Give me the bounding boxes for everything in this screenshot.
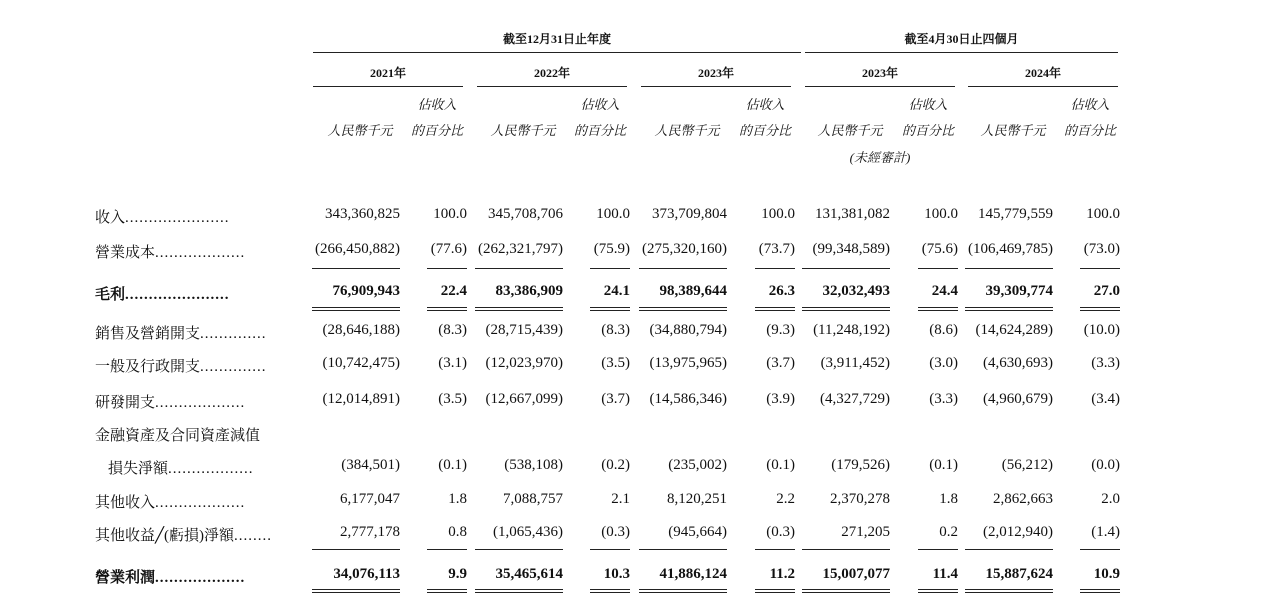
pct-column-header-line2: 的百分比: [738, 123, 791, 138]
row-label-text: 營業利潤: [95, 570, 156, 586]
row-label-leader: ..............: [200, 326, 267, 342]
amount-cell: 15,887,624: [985, 566, 1053, 582]
pct-cell: (73.7): [758, 241, 795, 257]
amount-cell: 98,389,644: [659, 283, 727, 299]
row-label-text: 毛利: [95, 287, 126, 303]
total-rule-below-gross-profit-pct: [590, 307, 630, 311]
total-rule-below-operating-profit-pct: [427, 589, 467, 593]
pct-cell: (3.3): [1091, 355, 1120, 371]
total-rule-below-operating-profit-pct: [590, 589, 630, 593]
pct-column-header-line2: 的百分比: [410, 123, 463, 138]
pct-cell: 100.0: [433, 206, 467, 222]
total-rule-below-gross-profit-amount: [312, 307, 400, 311]
subtotal-rule-above-gross-profit-pct: [755, 268, 795, 269]
pct-cell: 27.0: [1093, 283, 1120, 299]
row-label: [95, 241, 245, 262]
header-group-four-months: 截至4月30日止四個月: [904, 32, 1019, 46]
amount-cell: 15,007,077: [822, 566, 890, 582]
amount-cell: 76,909,943: [332, 283, 400, 299]
amount-cell: 7,088,757: [503, 491, 563, 507]
pct-cell: (3.4): [1091, 391, 1120, 407]
pct-cell: (0.2): [601, 457, 630, 473]
total-rule-below-gross-profit-pct: [755, 307, 795, 311]
amount-cell: (99,348,589): [812, 241, 890, 257]
total-rule-below-operating-profit-amount: [475, 589, 563, 593]
year-header: 2024年: [1024, 66, 1061, 80]
total-rule-below-gross-profit-amount: [475, 307, 563, 311]
year-header-rule: [968, 86, 1118, 87]
total-rule-below-gross-profit-pct: [918, 307, 958, 311]
pct-cell: (3.7): [601, 391, 630, 407]
amount-cell: (945,664): [668, 524, 727, 540]
pct-column-header-line2: 的百分比: [1063, 123, 1116, 138]
pct-cell: 11.2: [769, 566, 795, 582]
amount-cell: 343,360,825: [325, 206, 400, 222]
row-label: [95, 206, 230, 227]
subtotal-rule-above-operating-profit-amount: [312, 549, 400, 550]
pct-cell: 10.3: [603, 566, 630, 582]
pct-cell: (3.7): [766, 355, 795, 371]
pct-cell: 2.0: [1101, 491, 1120, 507]
year-header-rule: [313, 86, 463, 87]
total-rule-below-gross-profit-amount: [802, 307, 890, 311]
pct-cell: 100.0: [924, 206, 958, 222]
row-label-leader: ..............: [200, 359, 267, 375]
amount-cell: (179,526): [831, 457, 890, 473]
amount-cell: (28,715,439): [485, 322, 563, 338]
pct-cell: (0.1): [766, 457, 795, 473]
row-label-text: 營業成本: [95, 245, 156, 261]
pct-cell: (75.9): [593, 241, 630, 257]
amount-cell: 41,886,124: [659, 566, 727, 582]
total-rule-below-gross-profit-pct: [427, 307, 467, 311]
amount-cell: 373,709,804: [652, 206, 727, 222]
subtotal-rule-above-gross-profit-amount: [312, 268, 400, 269]
subtotal-rule-above-operating-profit-pct: [918, 549, 958, 550]
amount-cell: (12,014,891): [322, 391, 400, 407]
pct-cell: 22.4: [440, 283, 467, 299]
subtotal-rule-above-gross-profit-pct: [590, 268, 630, 269]
amount-cell: (34,880,794): [649, 322, 727, 338]
amount-cell: 32,032,493: [822, 283, 890, 299]
amount-cell: (3,911,452): [820, 355, 890, 371]
pct-cell: (0.1): [929, 457, 958, 473]
amount-cell: 39,309,774: [985, 283, 1053, 299]
row-label: [95, 524, 272, 545]
total-rule-below-gross-profit-amount: [639, 307, 727, 311]
pct-column-header-line1: 佔收入: [1070, 97, 1110, 112]
pct-cell: 1.8: [939, 491, 958, 507]
pct-cell: (3.5): [438, 391, 467, 407]
subtotal-rule-above-gross-profit-amount: [802, 268, 890, 269]
amount-column-header: 人民幣千元: [654, 123, 720, 138]
subtotal-rule-above-operating-profit-pct: [1080, 549, 1120, 550]
amount-cell: 2,370,278: [830, 491, 890, 507]
amount-cell: (384,501): [341, 457, 400, 473]
pct-cell: (75.6): [921, 241, 958, 257]
subtotal-rule-above-operating-profit-amount: [475, 549, 563, 550]
row-label: [95, 283, 230, 304]
row-label-leader: ..................: [168, 461, 254, 477]
subtotal-rule-above-operating-profit-pct: [755, 549, 795, 550]
amount-cell: (4,327,729): [820, 391, 890, 407]
row-label-leader: ......................: [125, 210, 230, 226]
pct-cell: (1.4): [1091, 524, 1120, 540]
pct-cell: 24.4: [931, 283, 958, 299]
pct-cell: 1.8: [448, 491, 467, 507]
amount-cell: 34,076,113: [333, 566, 400, 582]
amount-cell: (13,975,965): [649, 355, 727, 371]
amount-cell: (4,960,679): [983, 391, 1053, 407]
total-rule-below-operating-profit-amount: [639, 589, 727, 593]
pct-cell: (0.3): [766, 524, 795, 540]
subtotal-rule-above-operating-profit-amount: [802, 549, 890, 550]
amount-cell: 271,205: [841, 524, 890, 540]
amount-cell: (235,002): [668, 457, 727, 473]
pct-cell: 100.0: [761, 206, 795, 222]
amount-cell: 2,777,178: [340, 524, 400, 540]
amount-cell: (14,624,289): [975, 322, 1053, 338]
subtotal-rule-above-operating-profit-amount: [639, 549, 727, 550]
header-group-four-months-rule: [805, 52, 1118, 53]
row-label-text: 收入: [95, 210, 126, 226]
row-label-text: 其他收入: [95, 495, 156, 511]
row-label: [95, 355, 267, 376]
pct-cell: (8.6): [929, 322, 958, 338]
pct-cell: 0.8: [448, 524, 467, 540]
pct-column-header-line1: 佔收入: [908, 97, 948, 112]
pct-cell: (73.0): [1083, 241, 1120, 257]
total-rule-below-operating-profit-pct: [1080, 589, 1120, 593]
row-label-leader: ......................: [125, 287, 230, 303]
subtotal-rule-above-gross-profit-amount: [965, 268, 1053, 269]
row-label: [95, 391, 245, 412]
pct-column-header-line1: 佔收入: [417, 97, 457, 112]
subtotal-rule-above-gross-profit-pct: [427, 268, 467, 269]
pct-cell: (3.3): [929, 391, 958, 407]
year-header-rule: [641, 86, 791, 87]
pct-cell: (3.9): [766, 391, 795, 407]
pct-cell: (8.3): [601, 322, 630, 338]
pct-cell: (0.3): [601, 524, 630, 540]
pct-cell: 10.9: [1093, 566, 1120, 582]
amount-column-header: 人民幣千元: [327, 123, 393, 138]
total-rule-below-operating-profit-pct: [918, 589, 958, 593]
amount-cell: 145,779,559: [978, 206, 1053, 222]
amount-cell: (275,320,160): [642, 241, 727, 257]
amount-cell: (56,212): [1001, 457, 1053, 473]
row-label-leader: ...................: [155, 495, 246, 511]
pct-cell: (8.3): [438, 322, 467, 338]
pct-cell: 9.9: [448, 566, 467, 582]
amount-cell: (262,321,797): [478, 241, 563, 257]
pct-cell: (3.1): [438, 355, 467, 371]
amount-cell: (12,667,099): [485, 391, 563, 407]
row-label-leader: ...................: [155, 395, 246, 411]
row-label-leader: ........: [234, 528, 273, 544]
pct-cell: (9.3): [766, 322, 795, 338]
pct-cell: (3.5): [601, 355, 630, 371]
amount-cell: 6,177,047: [340, 491, 400, 507]
year-header-rule: [477, 86, 627, 87]
row-label: [95, 322, 267, 343]
total-rule-below-operating-profit-amount: [312, 589, 400, 593]
row-label: [95, 566, 245, 587]
row-label-text: 其他收益╱(虧損)淨額: [95, 528, 235, 544]
amount-column-header: 人民幣千元: [980, 123, 1046, 138]
amount-column-header: 人民幣千元: [490, 123, 556, 138]
amount-cell: 83,386,909: [495, 283, 563, 299]
year-header-rule: [805, 86, 955, 87]
row-label-text: 銷售及營銷開支: [95, 326, 201, 342]
pct-cell: (3.0): [929, 355, 958, 371]
pct-column-header-line2: 的百分比: [573, 123, 626, 138]
amount-cell: (266,450,882): [315, 241, 400, 257]
pct-cell: 100.0: [596, 206, 630, 222]
row-label-text: 研發開支: [95, 395, 156, 411]
amount-cell: (28,646,188): [322, 322, 400, 338]
amount-cell: (2,012,940): [983, 524, 1053, 540]
row-label-text: 一般及行政開支: [95, 359, 201, 375]
total-rule-below-gross-profit-pct: [1080, 307, 1120, 311]
pct-cell: 100.0: [1086, 206, 1120, 222]
amount-cell: (106,469,785): [968, 241, 1053, 257]
pct-cell: 2.1: [611, 491, 630, 507]
subtotal-rule-above-gross-profit-amount: [475, 268, 563, 269]
total-rule-below-operating-profit-pct: [755, 589, 795, 593]
row-label: [108, 457, 254, 478]
pct-column-header-line1: 佔收入: [745, 97, 785, 112]
amount-cell: (11,248,192): [813, 322, 890, 338]
header-group-year-end-rule: [313, 52, 801, 53]
amount-cell: (10,742,475): [322, 355, 400, 371]
pct-cell: 0.2: [939, 524, 958, 540]
total-rule-below-operating-profit-amount: [965, 589, 1053, 593]
amount-column-header: 人民幣千元: [817, 123, 883, 138]
pct-cell: 26.3: [768, 283, 795, 299]
row-label-leader: ...................: [155, 245, 246, 261]
pct-cell: (0.1): [438, 457, 467, 473]
pct-cell: 24.1: [603, 283, 630, 299]
pct-column-header-line1: 佔收入: [580, 97, 620, 112]
subtotal-rule-above-gross-profit-pct: [1080, 268, 1120, 269]
amount-cell: 8,120,251: [667, 491, 727, 507]
year-header: 2021年: [369, 66, 406, 80]
subtotal-rule-above-operating-profit-amount: [965, 549, 1053, 550]
unaudited-note: (未經審計): [849, 150, 911, 165]
row-label: [95, 424, 260, 445]
subtotal-rule-above-operating-profit-pct: [590, 549, 630, 550]
year-header: 2023年: [697, 66, 734, 80]
year-header: 2023年: [861, 66, 898, 80]
row-label-text: 損失淨額: [108, 461, 169, 477]
amount-cell: 2,862,663: [993, 491, 1053, 507]
row-label-leader: ...................: [155, 570, 246, 586]
amount-cell: (538,108): [504, 457, 563, 473]
amount-cell: (14,586,346): [649, 391, 727, 407]
subtotal-rule-above-operating-profit-pct: [427, 549, 467, 550]
amount-cell: (1,065,436): [493, 524, 563, 540]
pct-cell: (0.0): [1091, 457, 1120, 473]
pct-cell: (77.6): [430, 241, 467, 257]
subtotal-rule-above-gross-profit-amount: [639, 268, 727, 269]
total-rule-below-gross-profit-amount: [965, 307, 1053, 311]
pct-cell: 11.4: [932, 566, 958, 582]
amount-cell: (4,630,693): [983, 355, 1053, 371]
amount-cell: 131,381,082: [815, 206, 890, 222]
amount-cell: 345,708,706: [488, 206, 563, 222]
amount-cell: 35,465,614: [495, 566, 563, 582]
year-header: 2022年: [533, 66, 570, 80]
pct-cell: 2.2: [776, 491, 795, 507]
row-label-text: 金融資產及合同資產減值: [95, 428, 261, 444]
total-rule-below-operating-profit-amount: [802, 589, 890, 593]
pct-column-header-line2: 的百分比: [901, 123, 954, 138]
subtotal-rule-above-gross-profit-pct: [918, 268, 958, 269]
row-label: [95, 491, 245, 512]
pct-cell: (10.0): [1083, 322, 1120, 338]
amount-cell: (12,023,970): [485, 355, 563, 371]
header-group-year-end: 截至12月31日止年度: [502, 32, 611, 46]
